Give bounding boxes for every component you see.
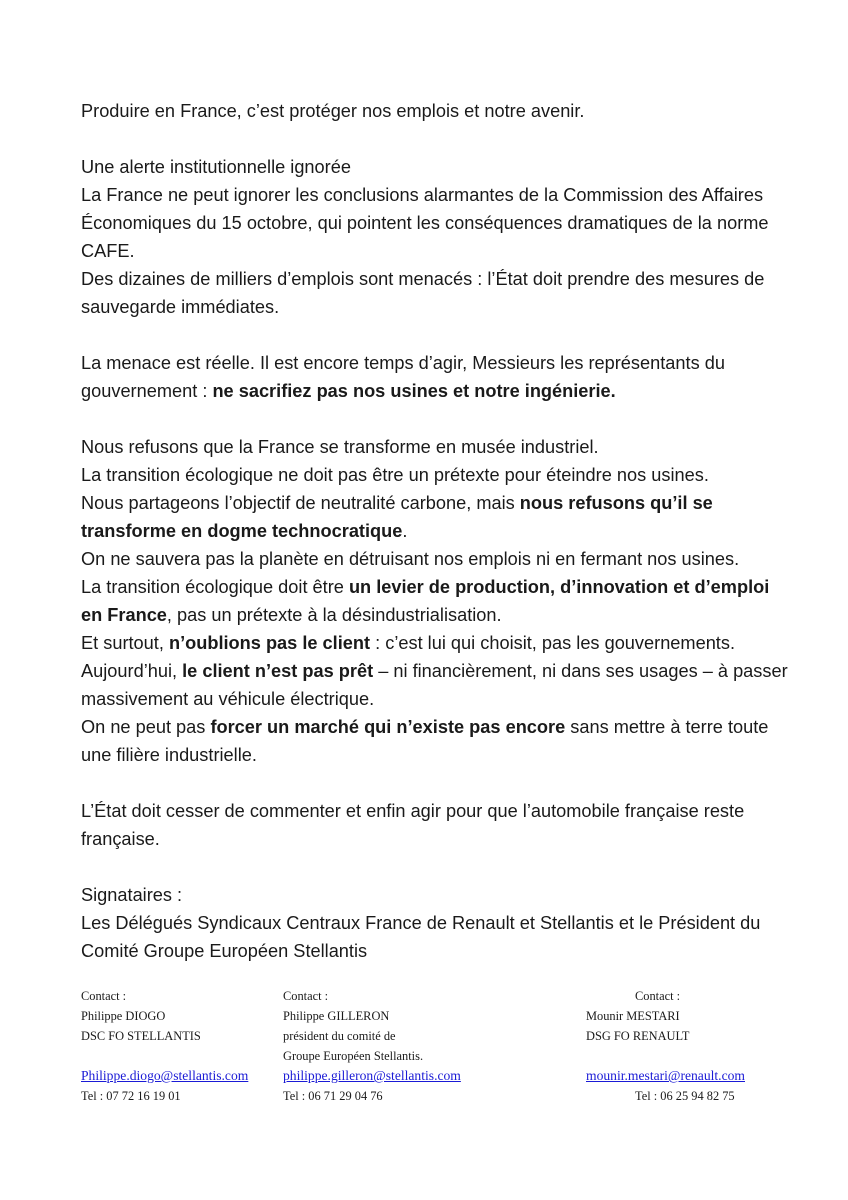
letter-body xyxy=(81,97,788,965)
contact-label: Contact : xyxy=(635,989,681,1003)
text-line: L’État doit cesser de commenter et enfin agir pour que l’automobile française reste xyxy=(81,801,745,821)
text-segment: On ne peut pas xyxy=(81,717,211,737)
contact-role: DSC FO STELLANTIS xyxy=(81,1029,201,1043)
contact-role: DSG FO RENAULT xyxy=(586,1029,690,1043)
text-line: La transition écologique ne doit pas être un prétexte pour éteindre nos usines. xyxy=(81,465,709,485)
contact-role: président du comité de xyxy=(283,1029,396,1043)
bold-segment: forcer un marché qui n’existe pas encore xyxy=(210,717,566,737)
contact-phone: Tel : 06 25 94 82 75 xyxy=(635,1089,735,1103)
bold-segment: nous refusons qu’il se xyxy=(519,493,713,513)
section-heading: Une alerte institutionnelle ignorée xyxy=(81,157,351,177)
text-line xyxy=(81,377,781,405)
contact-name: Philippe GILLERON xyxy=(283,1009,390,1023)
text-segment: La transition écologique doit être xyxy=(81,577,349,597)
contact-email-link[interactable]: mounir.mestari@renault.com xyxy=(586,1068,745,1083)
text-line xyxy=(81,657,788,685)
text-line xyxy=(81,573,781,601)
contact-card xyxy=(81,986,248,1106)
signatories-text: Comité Groupe Européen Stellantis xyxy=(81,941,368,961)
intro-line: Produire en France, c’est protéger nos emplois et notre avenir. xyxy=(81,101,585,121)
contact-role: Groupe Européen Stellantis. xyxy=(283,1049,424,1063)
contact-label: Contact : xyxy=(283,989,329,1003)
text-segment: sans mettre à terre toute xyxy=(565,717,769,737)
text-line xyxy=(81,629,781,657)
contact-phone: Tel : 07 72 16 19 01 xyxy=(81,1089,181,1103)
contact-card xyxy=(586,986,745,1106)
text-line xyxy=(81,489,781,517)
text-line xyxy=(81,601,781,629)
text-line: une filière industrielle. xyxy=(81,745,257,765)
text-segment: . xyxy=(402,521,408,541)
contact-name: Mounir MESTARI xyxy=(586,1009,680,1023)
text-segment: Nous partageons l’objectif de neutralité carbone, mais xyxy=(81,493,520,513)
bold-segment: en France xyxy=(81,605,167,625)
bold-segment: le client n’est pas prêt xyxy=(182,661,374,681)
text-segment: gouvernement : xyxy=(81,381,213,401)
contact-email-link[interactable]: philippe.gilleron@stellantis.com xyxy=(283,1068,461,1083)
signatories-heading: Signataires : xyxy=(81,885,183,905)
bold-segment: un levier de production, d’innovation et d’emploi xyxy=(348,577,770,597)
contact-email-link[interactable]: Philippe.diogo@stellantis.com xyxy=(81,1068,249,1083)
text-segment: : c’est lui qui choisit, pas les gouvernements. xyxy=(370,633,736,653)
text-line: CAFE. xyxy=(81,241,135,261)
text-line: massivement au véhicule électrique. xyxy=(81,689,375,709)
text-line: sauvegarde immédiates. xyxy=(81,297,280,317)
contact-phone: Tel : 06 71 29 04 76 xyxy=(283,1089,383,1103)
text-line xyxy=(81,713,781,741)
text-line: Nous refusons que la France se transforme en musée industriel. xyxy=(81,437,599,457)
bold-segment: n’oublions pas le client xyxy=(168,633,371,653)
contact-name: Philippe DIOGO xyxy=(81,1009,166,1023)
text-line: La menace est réelle. Il est encore temps d’agir, Messieurs les représentants du xyxy=(81,353,725,373)
contact-card xyxy=(283,986,461,1106)
signatories-text: Les Délégués Syndicaux Centraux France de Renault et Stellantis et le Président du xyxy=(81,913,761,933)
text-segment: , pas un prétexte à la désindustrialisation. xyxy=(166,605,502,625)
text-line: française. xyxy=(81,829,160,849)
bold-segment: transforme en dogme technocratique xyxy=(81,521,403,541)
text-line xyxy=(81,517,781,545)
text-line: Économiques du 15 octobre, qui pointent les conséquences dramatiques de la norme xyxy=(81,213,769,233)
text-segment: Aujourd’hui, xyxy=(81,661,183,681)
text-segment: – ni financièrement, ni dans ses usages – à passer xyxy=(373,661,788,681)
text-line: On ne sauvera pas la planète en détruisant nos emplois ni en fermant nos usines. xyxy=(81,549,740,569)
text-line: La France ne peut ignorer les conclusions alarmantes de la Commission des Affaires xyxy=(81,185,764,205)
bold-segment: ne sacrifiez pas nos usines et notre ingénierie. xyxy=(212,381,616,401)
contact-label: Contact : xyxy=(81,989,127,1003)
text-segment: Et surtout, xyxy=(81,633,169,653)
text-line: Des dizaines de milliers d’emplois sont menacés : l’État doit prendre des mesures de xyxy=(81,269,765,289)
